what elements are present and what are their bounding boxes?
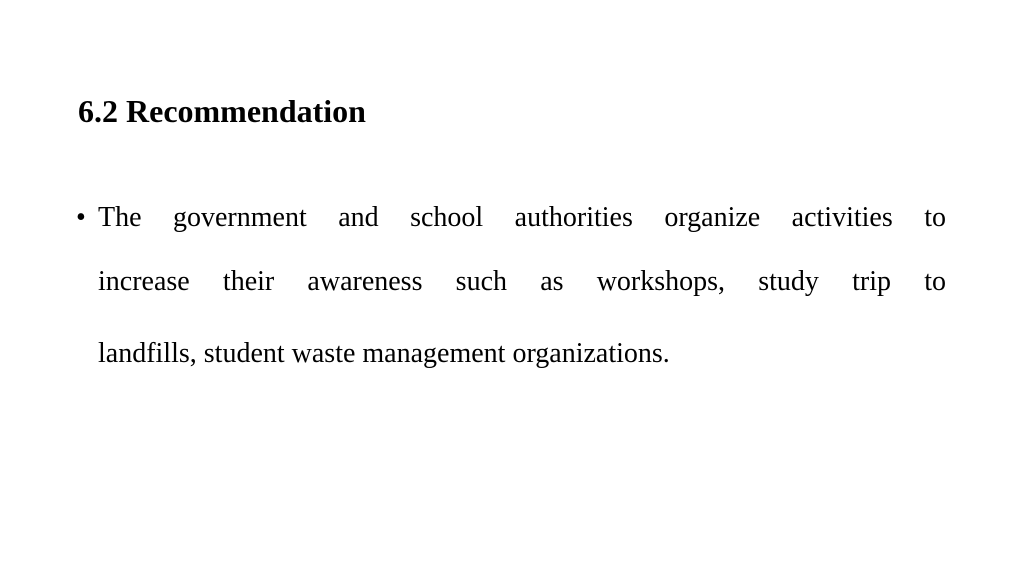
bullet-list [76,196,946,396]
bullet-item [76,196,946,396]
bullet-dot-icon: • [76,202,86,233]
bullet-paragraph [98,196,946,396]
slide-title: 6.2 Recommendation [78,93,366,129]
bullet-line-1: The government and school authorities organize activities to [98,202,946,233]
bullet-line-3: landfills, student waste management organizations. [98,338,670,369]
bullet-line-2: increase their awareness such as workshops, study trip to [98,266,946,297]
